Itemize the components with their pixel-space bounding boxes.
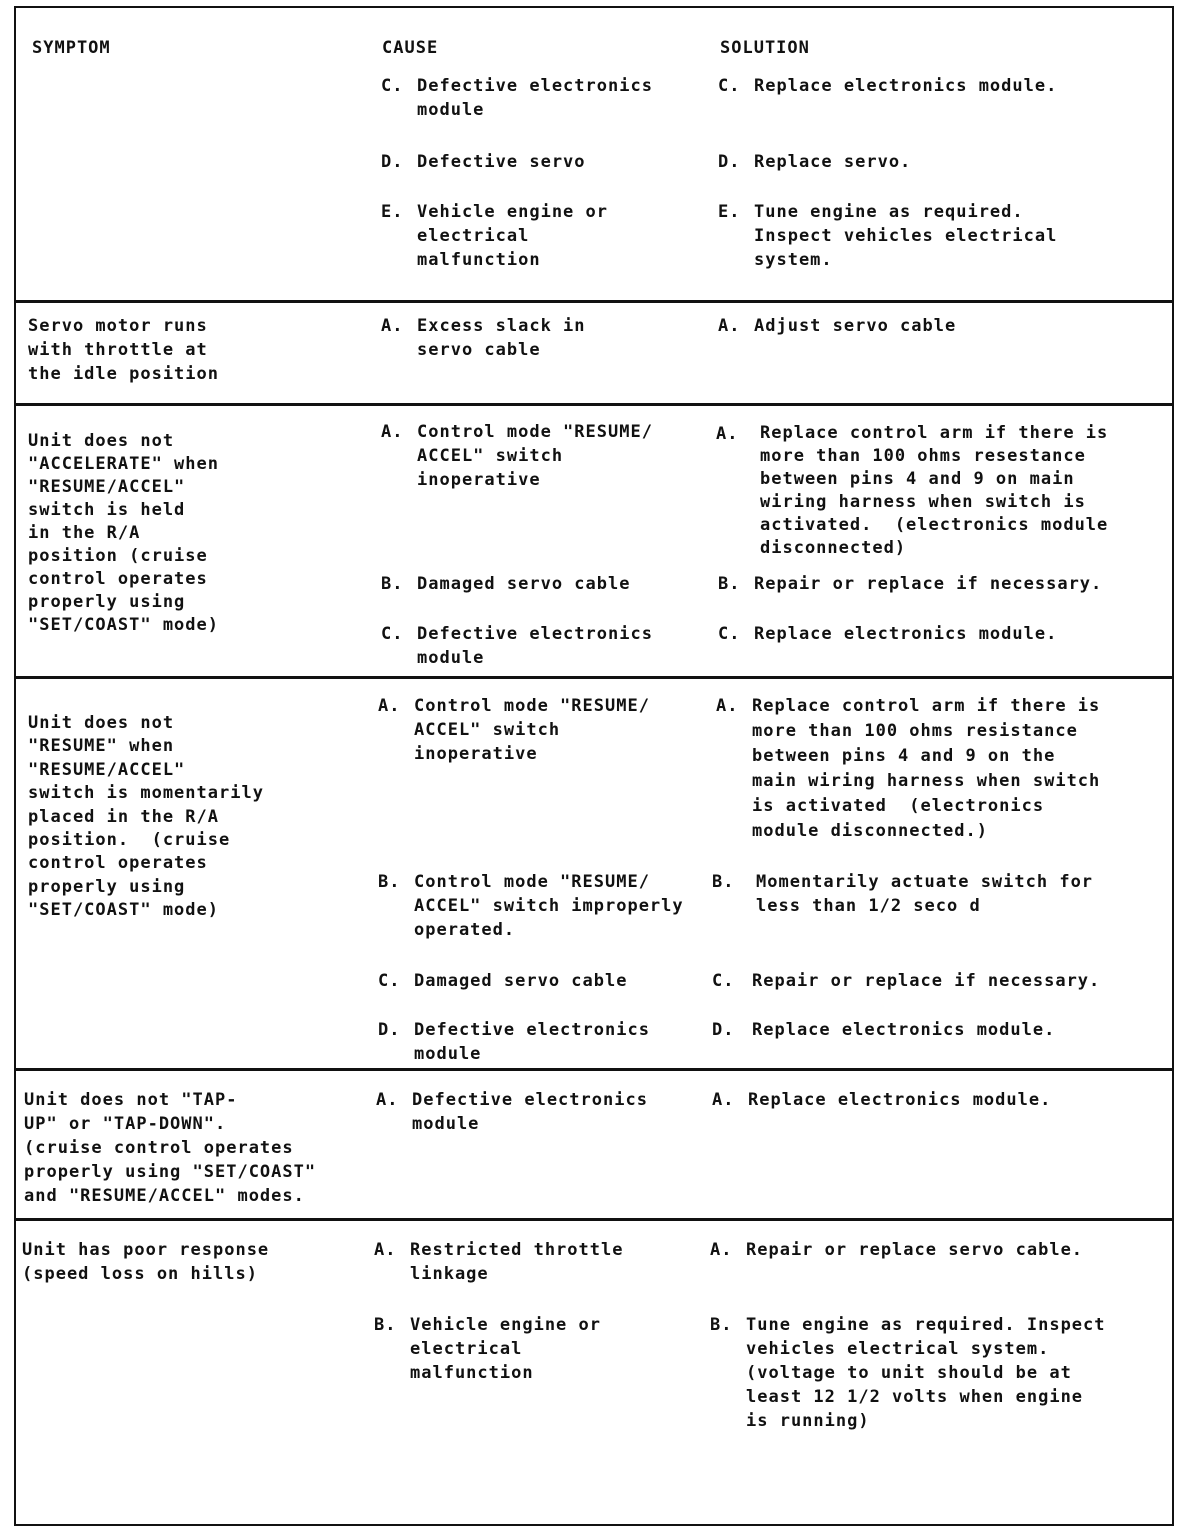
symptom-text: Unit has poor response (speed loss on hills) (22, 1240, 270, 1284)
solution-item: A. Replace electronics module. (712, 1090, 1052, 1110)
table-row (16, 1088, 1172, 1218)
table-row (16, 1238, 1172, 1488)
cause-item: C. Defective electronics module (381, 76, 653, 120)
solution-item: B. Repair or replace if necessary. (718, 574, 1103, 594)
header-cause: CAUSE (382, 38, 439, 58)
table-row (16, 74, 1172, 299)
solution-item: D. Replace electronics module. (712, 1020, 1056, 1040)
cause-item: A. Control mode "RESUME/ ACCEL" switch inoperative (378, 696, 650, 764)
table-row (16, 694, 1172, 1064)
header-solution: SOLUTION (720, 38, 810, 58)
solution-item: A. Repair or replace servo cable. (710, 1240, 1084, 1260)
symptom-text: Unit does not "TAP- UP" or "TAP-DOWN". (cruise control operates properly using "SET/COAST" and "RESUME/ACCEL" modes. (24, 1090, 317, 1206)
row-divider (16, 676, 1172, 679)
solution-item: C. Repair or replace if necessary. (712, 971, 1101, 991)
cause-item: E. Vehicle engine or electrical malfunction (381, 202, 608, 270)
solution-item: C. Replace electronics module. (718, 624, 1058, 644)
table-row (16, 420, 1172, 675)
solution-item: A. Replace control arm if there is more than 100 ohms resistance between pins 4 and 9 on the main wiring harness when switch is activated (electronics module disconnected.) (716, 696, 1101, 841)
symptom-text: Servo motor runs with throttle at the idle position (28, 316, 219, 384)
symptom-text: Unit does not "RESUME" when "RESUME/ACCEL" switch is momentarily placed in the R/A position. (cruise control operates properly using "SET/COAST" mode) (28, 713, 264, 921)
symptom-text: Unit does not "ACCELERATE" when "RESUME/ACCEL" switch is held in the R/A position (cruise control operates properly using "SET/COAST" mode) (28, 431, 219, 635)
cause-item: D. Defective electronics module (378, 1020, 650, 1064)
troubleshooting-table (14, 6, 1174, 1526)
solution-item: A. Adjust servo cable (718, 316, 957, 336)
solution-item: B. Tune engine as required. Inspect vehicles electrical system. (voltage to unit should be at least 12 1/2 volts when engine is running) (710, 1315, 1106, 1431)
cause-item: B. Damaged servo cable (381, 574, 631, 594)
cause-item: A. Control mode "RESUME/ ACCEL" switch inoperative (381, 422, 653, 490)
row-divider (16, 1218, 1172, 1221)
cause-item: A. Excess slack in servo cable (381, 316, 586, 360)
solution-item: D. Replace servo. (718, 152, 912, 172)
cause-item: D. Defective servo (381, 152, 586, 172)
solution-item: A. Replace control arm if there is more than 100 ohms resestance between pins 4 and 9 on main wiring harness when switch is activated. (electronics module disconnected) (716, 423, 1109, 558)
cause-item: C. Defective electronics module (381, 624, 653, 668)
cause-item: C. Damaged servo cable (378, 971, 628, 991)
header-symptom: SYMPTOM (32, 38, 111, 58)
row-divider (16, 1068, 1172, 1071)
solution-item: E. Tune engine as required. Inspect vehicles electrical system. (718, 202, 1058, 270)
row-divider (16, 403, 1172, 406)
solution-item: B. Momentarily actuate switch for less than 1/2 seco d (712, 872, 1094, 916)
cause-item: B. Vehicle engine or electrical malfunction (374, 1315, 601, 1383)
table-row (16, 314, 1172, 400)
solution-item: C. Replace electronics module. (718, 76, 1058, 96)
cause-item: B. Control mode "RESUME/ ACCEL" switch improperly operated. (378, 872, 684, 940)
cause-item: A. Defective electronics module (376, 1090, 648, 1134)
row-divider (16, 300, 1172, 303)
cause-item: A. Restricted throttle linkage (374, 1240, 624, 1284)
